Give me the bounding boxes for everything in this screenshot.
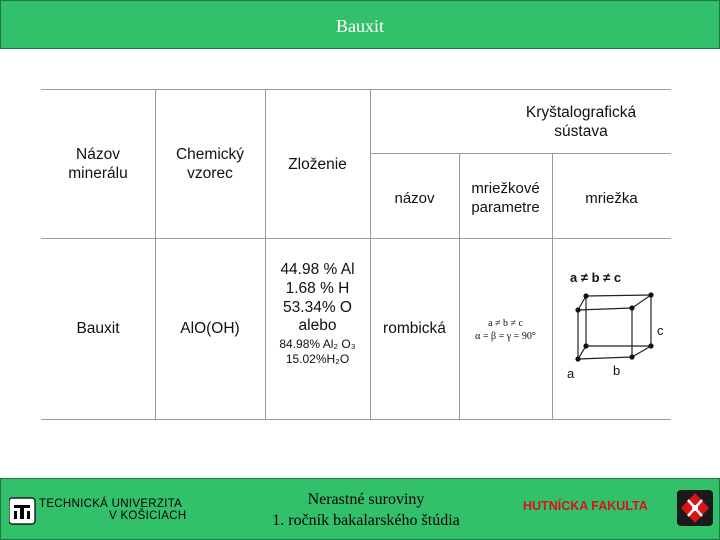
cell-system-name: rombická bbox=[383, 320, 446, 337]
lattice-label-c: c bbox=[657, 323, 664, 338]
lattice-node bbox=[648, 343, 653, 348]
lattice-edge bbox=[586, 295, 651, 296]
mineral-table bbox=[41, 89, 671, 420]
university-line: V KOŠICIACH bbox=[109, 510, 187, 522]
faculty-name: HUTNÍCKA FAKULTA bbox=[523, 499, 648, 513]
lattice-label-a: a bbox=[567, 366, 575, 381]
lattice-node bbox=[629, 305, 634, 310]
cell-lattice bbox=[552, 239, 671, 419]
composition-line: 44.98 % Al bbox=[280, 261, 355, 278]
lattice-edge bbox=[632, 346, 651, 357]
orthorhombic-lattice-diagram bbox=[552, 239, 671, 419]
params-line: α = β = γ = 90° bbox=[475, 331, 536, 342]
lattice-node bbox=[583, 343, 588, 348]
cell-lattice-params bbox=[459, 317, 552, 343]
col-divider-3 bbox=[370, 89, 371, 420]
slide-title: Bauxit bbox=[336, 16, 384, 36]
course-year: 1. ročník bakalarského štúdia bbox=[272, 512, 460, 529]
header-lattice-params: mriežkové parametre bbox=[471, 180, 540, 216]
table-top-border bbox=[41, 89, 671, 90]
col-divider-1 bbox=[155, 89, 156, 420]
lattice-node bbox=[575, 307, 580, 312]
lattice-edge bbox=[578, 357, 632, 359]
course-title: Nerastné suroviny bbox=[307, 491, 425, 508]
header-crystal-system: Kryštalografická sústava bbox=[525, 104, 637, 140]
composition-alt-line: 84.98% Al₂ O₃ bbox=[279, 337, 356, 351]
params-line: a ≠ b ≠ c bbox=[488, 318, 523, 329]
cell-mineral-name: Bauxit bbox=[76, 320, 120, 337]
cell-chemical-formula: AlO(OH) bbox=[180, 320, 240, 337]
header-composition: Zloženie bbox=[288, 156, 347, 173]
col-divider-2 bbox=[265, 89, 266, 420]
slide-footer bbox=[0, 478, 720, 540]
lattice-label-b: b bbox=[613, 363, 621, 378]
composition-alt-line: 15.02%H₂O bbox=[285, 352, 350, 366]
lattice-node bbox=[583, 293, 588, 298]
lattice-top-label: a ≠ b ≠ c bbox=[570, 270, 622, 285]
university-name bbox=[39, 498, 186, 522]
header-lattice: mriežka bbox=[585, 190, 638, 207]
lattice-node bbox=[648, 292, 653, 297]
course-info bbox=[231, 489, 501, 531]
composition-line: 53.34% O bbox=[283, 299, 352, 316]
slide-header bbox=[0, 0, 720, 49]
composition-line: 1.68 % H bbox=[285, 280, 350, 297]
crystal-subheader-line bbox=[370, 153, 671, 154]
composition-line: alebo bbox=[298, 317, 337, 334]
cell-composition bbox=[265, 260, 370, 367]
table-bottom-border bbox=[41, 419, 671, 420]
header-chemical-formula: Chemický vzorec bbox=[175, 146, 245, 182]
lattice-node bbox=[629, 354, 634, 359]
faculty-emblem bbox=[675, 488, 715, 528]
header-mineral-name: Názov minerálu bbox=[68, 146, 128, 182]
lattice-node bbox=[575, 356, 580, 361]
university-line: TECHNICKÁ UNIVERZITA bbox=[39, 498, 183, 510]
lattice-edge bbox=[632, 295, 651, 308]
faculty-emblem-center bbox=[692, 505, 698, 511]
header-system-name: názov bbox=[394, 190, 435, 207]
